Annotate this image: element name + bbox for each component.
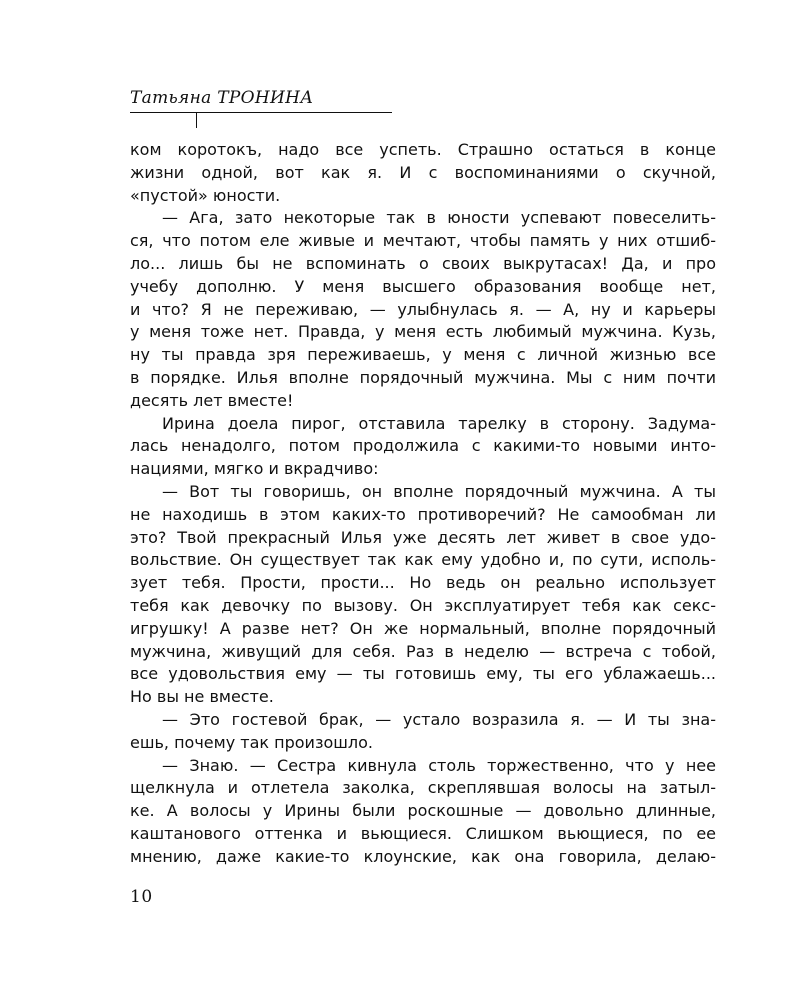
page-number: 10: [130, 887, 153, 907]
text-line: «пустой» юности.: [130, 185, 281, 205]
text-line: Но вы не вместе.: [130, 687, 274, 707]
text-line: тебя как девочку по вызову. Он эксплуатирует тебя как секс-: [130, 595, 716, 615]
running-header: [130, 88, 392, 130]
header-rule: [130, 112, 392, 113]
text-line: жизни одной, вот как я. И с воспоминаниями о скучной,: [130, 162, 716, 182]
text-line: ком коротокъ, надо все успеть. Страшно остаться в конце: [130, 140, 716, 159]
text-line: — Знаю. — Сестра кивнула столь торжественно, что у нее: [162, 755, 716, 775]
text-line: десять лет вместе!: [130, 390, 294, 410]
text-line: все удовольствия ему — ты готовишь ему, ты его ублажаешь...: [130, 664, 716, 684]
text-line: не находишь в этом каких-то противоречий? Не самообман ли: [130, 504, 716, 524]
page-text: [130, 139, 716, 869]
text-line: — Вот ты говоришь, он вполне порядочный мужчина. А ты: [162, 481, 716, 501]
text-line: мнению, даже какие-то клоунские, как она говорила, делаю-: [130, 846, 716, 866]
text-line: нациями, мягко и вкрадчиво:: [130, 459, 379, 479]
text-line: игрушку! А разве нет? Он же нормальный, вполне порядочный: [130, 618, 716, 638]
text-line: ешь, почему так произошло.: [130, 732, 373, 752]
text-line: это? Твой прекрасный Илья уже десять лет живет в свое удо-: [130, 527, 716, 547]
header-title: Татьяна ТРОНИНА: [130, 88, 314, 108]
text-line: в порядке. Илья вполне порядочный мужчина. Мы с ним почти: [130, 367, 716, 387]
text-line: учебу дополню. У меня высшего образования вообще нет,: [130, 276, 716, 296]
text-line: вольствие. Он существует так как ему удобно и, по сути, исполь-: [130, 550, 716, 570]
header-tick: [196, 112, 197, 128]
text-line: ке. А волосы у Ирины были роскошные — довольно длинные,: [130, 801, 716, 821]
text-line: ну ты правда зря переживаешь, у меня с личной жизнью все: [130, 345, 716, 365]
text-line: ло... лишь бы не вспоминать о своих выкрутасах! Да, и про: [130, 253, 716, 273]
text-line: у меня тоже нет. Правда, у меня есть любимый мужчина. Кузь,: [130, 322, 716, 342]
text-line: щелкнула и отлетела заколка, скреплявшая волосы на затыл-: [130, 778, 716, 798]
text-line: — Это гостевой брак, — устало возразила я. — И ты зна-: [162, 709, 716, 729]
text-line: лась ненадолго, потом продолжила с какими-то новыми инто-: [130, 436, 716, 456]
text-line: Ирина доела пирог, отставила тарелку в сторону. Задума-: [162, 413, 716, 433]
text-line: каштанового оттенка и вьющиеся. Слишком вьющиеся, по ее: [130, 823, 716, 843]
text-line: и что? Я не переживаю, — улыбнулась я. — А, ну и карьеры: [130, 299, 716, 319]
text-line: зует тебя. Прости, прости... Но ведь он реально использует: [130, 573, 716, 593]
text-line: — Ага, зато некоторые так в юности успевают повеселить-: [162, 208, 716, 228]
text-line: мужчина, живущий для себя. Раз в неделю — встреча с тобой,: [130, 641, 716, 661]
text-line: ся, что потом еле живые и мечтают, чтобы память у них отшиб-: [130, 231, 716, 251]
